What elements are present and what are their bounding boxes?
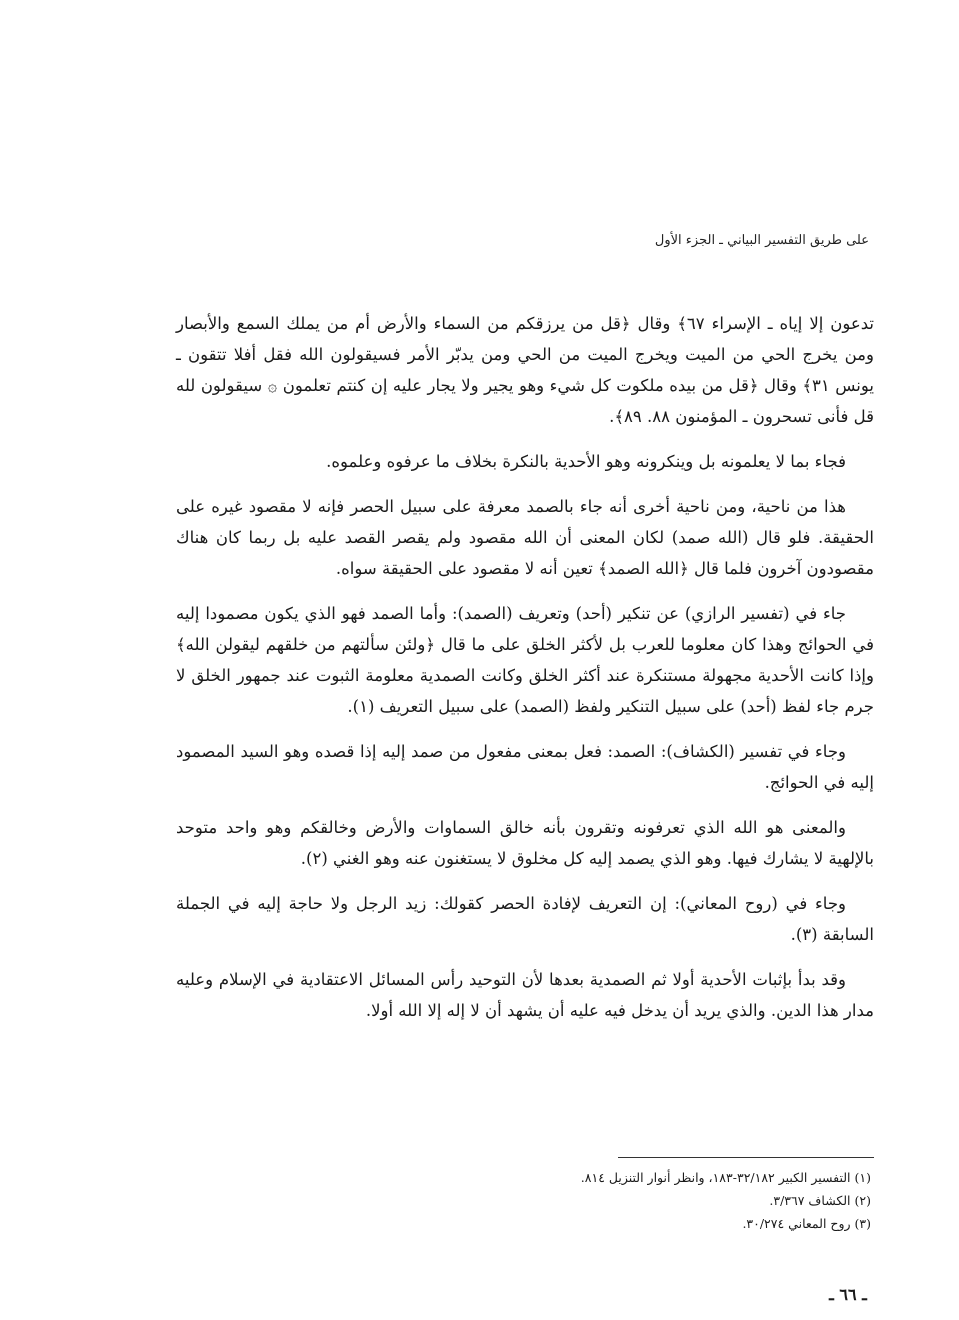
paragraph-2: فجاء بما لا يعلمونه بل وينكرونه وهو الأحدية بالنكرة بخلاف ما عرفوه وعلموه. xyxy=(326,452,846,471)
paragraph-7: وجاء في (روح المعاني): إن التعريف لإفادة الحصر كقولك: زيد الرجل ولا حاجة إليه في الجملة السابقة (٣). xyxy=(176,894,874,944)
paragraph-5: وجاء في تفسير (الكشاف): الصمد: فعل بمعنى مفعول من صمد إليه إذا قصده وهو السيد المصمود إليه في الحوائج. xyxy=(176,742,874,792)
page-number: ـ ٦٦ ـ xyxy=(829,1285,867,1304)
paragraph-8: وقد بدأ بإثبات الأحدية أولا ثم الصمدية بعدها لأن التوحيد رأس المسائل الاعتقادية في الإسلام وعليه مدار هذا الدين. والذي يريد أن يدخل فيه عليه أن يشهد أن لا إله إلا الله أولا. xyxy=(176,970,874,1020)
footnote-1: (١) التفسير الكبير ٣٢/١٨٢-١٨٣، وانظر أنوار التنزيل ٨١٤. xyxy=(580,1170,871,1185)
footnote-divider xyxy=(618,1157,874,1158)
footnote-3: (٣) روح المعاني ٣٠/٢٧٤. xyxy=(742,1216,871,1231)
running-header: على طريق التفسير البياني ـ الجزء الأول xyxy=(654,233,869,248)
body-text xyxy=(176,308,874,1040)
paragraph-6: والمعنى هو الله الذي تعرفونه وتقرون بأنه خالق السماوات والأرض وخالقكم وهو واحد متوحد بالإلهية لا يشارك فيها. وهو الذي يصمد إليه كل مخلوق لا يستغنون عنه وهو الغني (٢). xyxy=(176,818,874,868)
paragraph-3: هذا من ناحية، ومن ناحية أخرى أنه جاء بالصمد معرفة على سبيل الحصر فإنه لا مقصود غيره على الحقيقة. فلو قال (الله صمد) لكان المعنى أن الله مقصود ولم يقصر القصد عليه بل ربما كان هناك مقصودون آخرون فلما قال ﴿الله الصمد﴾ تعين أنه لا مقصود على الحقيقة سواه. xyxy=(176,497,874,578)
paragraph-1: تدعون إلا إياه ـ الإسراء ٦٧﴾ وقال ﴿قل من يرزقكم من السماء والأرض أم من يملك السمع والأبصار ومن يخرج الحي من الميت ويخرج الميت من الحي ومن يدبّر الأمر فسيقولون الله فقل أفلا تتقون ـ يونس ٣١﴾ وقال ﴿قل من بيده ملكوت كل شيء وهو يجير ولا يجار عليه إن كنتم تعلمون ۞ سيقولون لله قل فأنى تسحرون ـ المؤمنون ٨٨. ٨٩﴾. xyxy=(176,314,874,426)
footnotes xyxy=(451,1166,871,1235)
paragraph-4: جاء في (تفسير الرازي) عن تنكير (أحد) وتعريف (الصمد): وأما الصمد فهو الذي يكون مصمودا إليه في الحوائج وهذا كان معلوما للعرب بل لأكثر الخلق على ما قال ﴿ولئن سألتهم من خلقهم ليقولن الله﴾ وإذا كانت الأحدية مجهولة مستنكرة عند أكثر الخلق وكانت الصمدية معلومة الثبوت عند جمهور الخلق لا جرم جاء لفظ (أحد) على سبيل التنكير ولفظ (الصمد) على سبيل التعريف (١). xyxy=(176,604,874,716)
footnote-2: (٢) الكشاف ٣/٣٦٧. xyxy=(769,1193,871,1208)
